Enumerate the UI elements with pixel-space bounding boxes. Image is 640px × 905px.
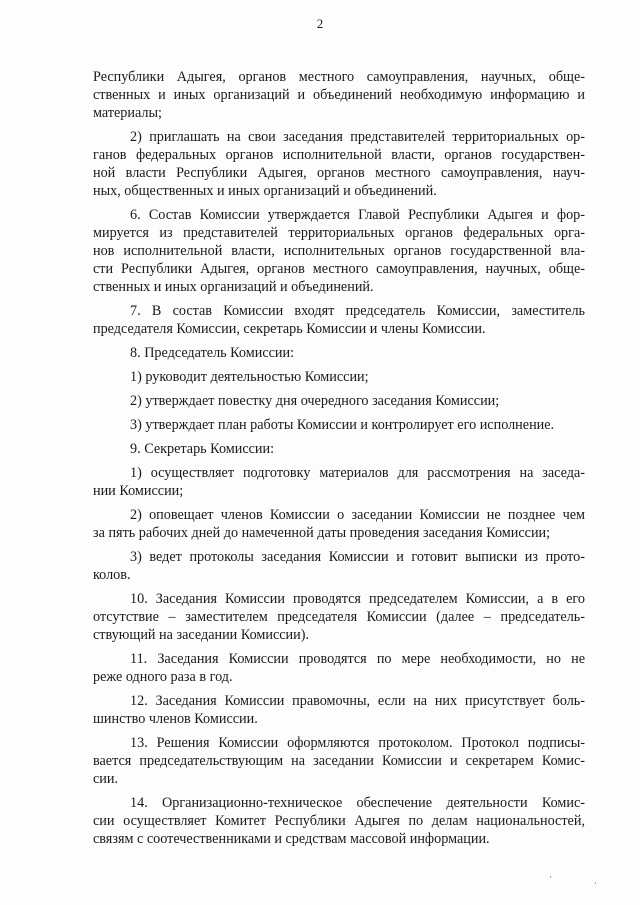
paragraph — [93, 302, 585, 338]
text-line: ственных и иных организаций и объединений необходимую информацию и — [93, 87, 585, 103]
paragraph — [93, 368, 585, 386]
text-line: 9. Секретарь Комиссии: — [130, 441, 275, 457]
text-line: ных, общественных и иных организаций и объединений. — [93, 183, 437, 199]
paragraph — [93, 590, 585, 644]
paragraph — [93, 650, 585, 686]
text-line: материалы; — [93, 105, 162, 121]
paragraph — [93, 464, 585, 500]
text-line: ствующий на заседании Комиссии). — [93, 627, 310, 643]
text-line: 2) оповещает членов Комиссии о заседании Комиссии не позднее чем — [130, 507, 585, 523]
paragraph — [93, 416, 585, 434]
text-line: 7. В состав Комиссии входят председатель Комиссии, заместитель — [130, 303, 585, 319]
text-line: колов. — [93, 567, 131, 583]
text-line: ственных и иных организаций и объединений. — [93, 279, 374, 295]
text-line: Республики Адыгея, органов местного самоуправления, научных, обще- — [93, 69, 585, 85]
text-line: шинство членов Комиссии. — [93, 711, 258, 727]
document-body — [93, 68, 585, 854]
paragraph — [93, 506, 585, 542]
text-line: связям с соотечественниками и средствам массовой информации. — [93, 831, 490, 847]
text-line: 2) приглашать на свои заседания представителей территориальных ор- — [130, 129, 585, 145]
text-line: ганов федеральных органов исполнительной власти, органов государствен- — [93, 147, 585, 163]
scan-speck: · — [594, 878, 597, 888]
text-line: реже одного раза в год. — [93, 669, 233, 685]
text-line: 1) руководит деятельностью Комиссии; — [130, 369, 369, 385]
paragraph — [93, 206, 585, 296]
text-line: мируется из представителей территориальных органов федеральных орга- — [93, 225, 585, 241]
text-line: отсутствие – заместителем председателя Комиссии (далее – председатель- — [93, 609, 585, 625]
paragraph — [93, 68, 585, 122]
text-line: 3) утверждает план работы Комиссии и контролирует его исполнение. — [130, 417, 555, 433]
paragraph — [93, 392, 585, 410]
text-line: нов исполнительной власти, исполнительных органов государственной вла- — [93, 243, 585, 259]
paragraph — [93, 734, 585, 788]
paragraph — [93, 344, 585, 362]
text-line: 2) утверждает повестку дня очередного заседания Комиссии; — [130, 393, 500, 409]
paragraph — [93, 440, 585, 458]
text-line: 10. Заседания Комиссии проводятся председателем Комиссии, а в его — [130, 591, 585, 607]
text-line: 8. Председатель Комиссии: — [130, 345, 295, 361]
text-line: ной власти Республики Адыгея, органов местного самоуправления, науч- — [93, 165, 585, 181]
text-line: сии. — [93, 771, 119, 787]
text-line: 13. Решения Комиссии оформляются протоколом. Протокол подписы- — [130, 735, 585, 751]
paragraph — [93, 794, 585, 848]
text-line: нии Комиссии; — [93, 483, 184, 499]
text-line: 11. Заседания Комиссии проводятся по мере необходимости, но не — [130, 651, 585, 667]
paragraph — [93, 128, 585, 200]
text-line: 14. Организационно-техническое обеспечение деятельности Комис- — [130, 795, 585, 811]
text-line: 3) ведет протоколы заседания Комиссии и готовит выписки из прото- — [130, 549, 585, 565]
text-line: 12. Заседания Комиссии правомочны, если на них присутствует боль- — [130, 693, 585, 709]
text-line: председателя Комиссии, секретарь Комиссии и члены Комиссии. — [93, 321, 486, 337]
text-line: 6. Состав Комиссии утверждается Главой Республики Адыгея и фор- — [130, 207, 585, 223]
paragraph — [93, 692, 585, 728]
text-line: за пять рабочих дней до намеченной даты проведения заседания Комиссии; — [93, 525, 551, 541]
text-line: сии осуществляет Комитет Республики Адыгея по делам национальностей, — [93, 813, 585, 829]
page-number: 2 — [316, 16, 324, 31]
scan-speck: · — [549, 872, 552, 882]
text-line: сти Республики Адыгея, органов местного самоуправления, научных, обще- — [93, 261, 585, 277]
paragraph — [93, 548, 585, 584]
text-line: вается председательствующим на заседании Комиссии и секретарем Комис- — [93, 753, 585, 769]
text-line: 1) осуществляет подготовку материалов для рассмотрения на заседа- — [130, 465, 585, 481]
